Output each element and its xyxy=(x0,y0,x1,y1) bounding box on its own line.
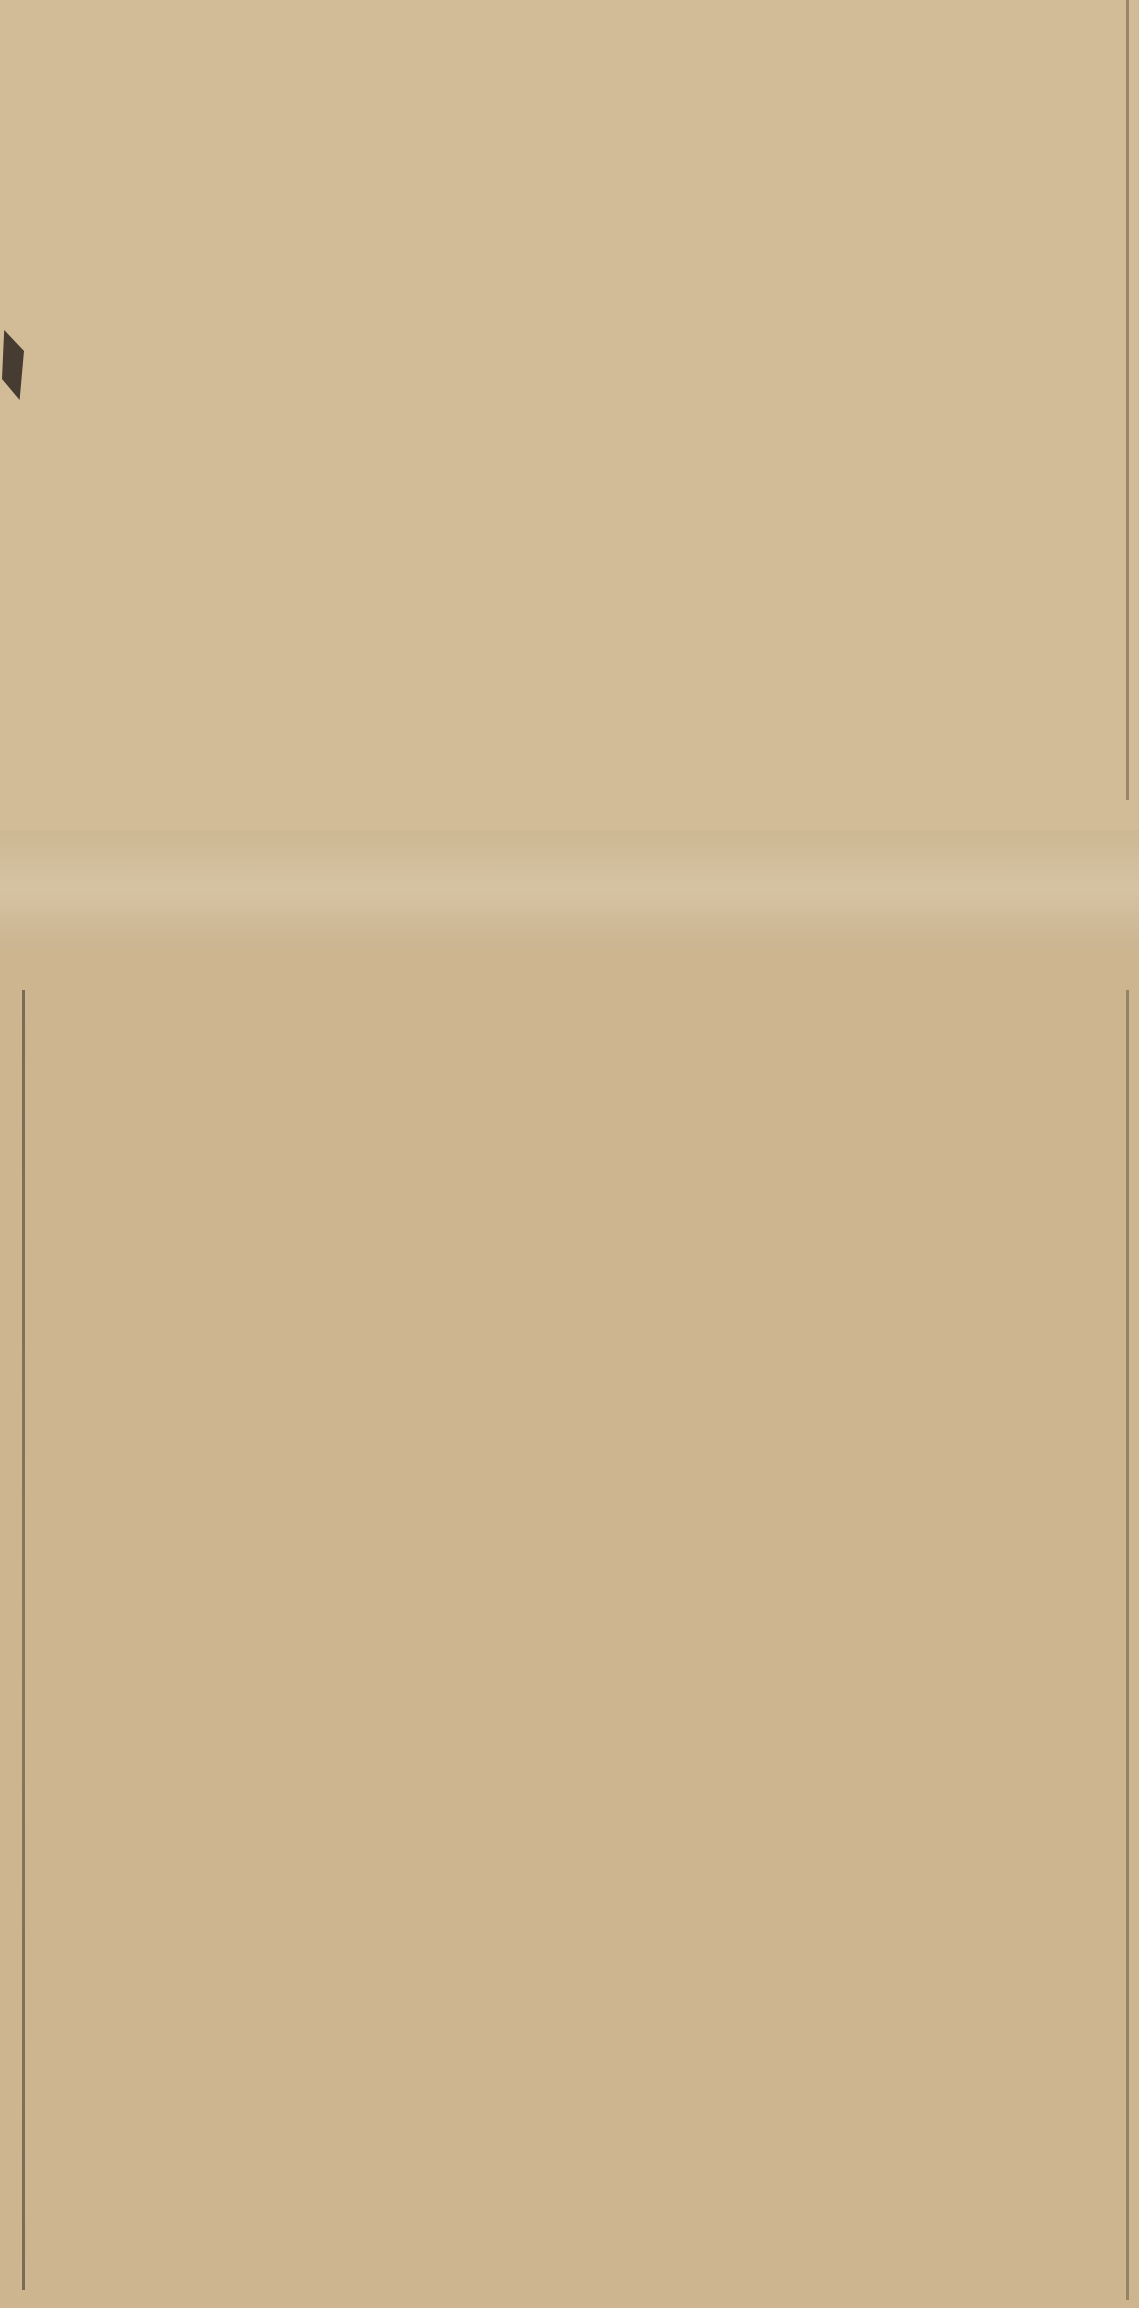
column-rule-right-bottom xyxy=(1126,990,1129,2300)
clipping-gap xyxy=(0,830,1139,950)
column-rule-right-top xyxy=(1126,0,1129,800)
clipping-top xyxy=(0,0,1139,830)
clipping-bottom xyxy=(0,950,1139,2308)
column-rule-left xyxy=(22,990,25,2290)
